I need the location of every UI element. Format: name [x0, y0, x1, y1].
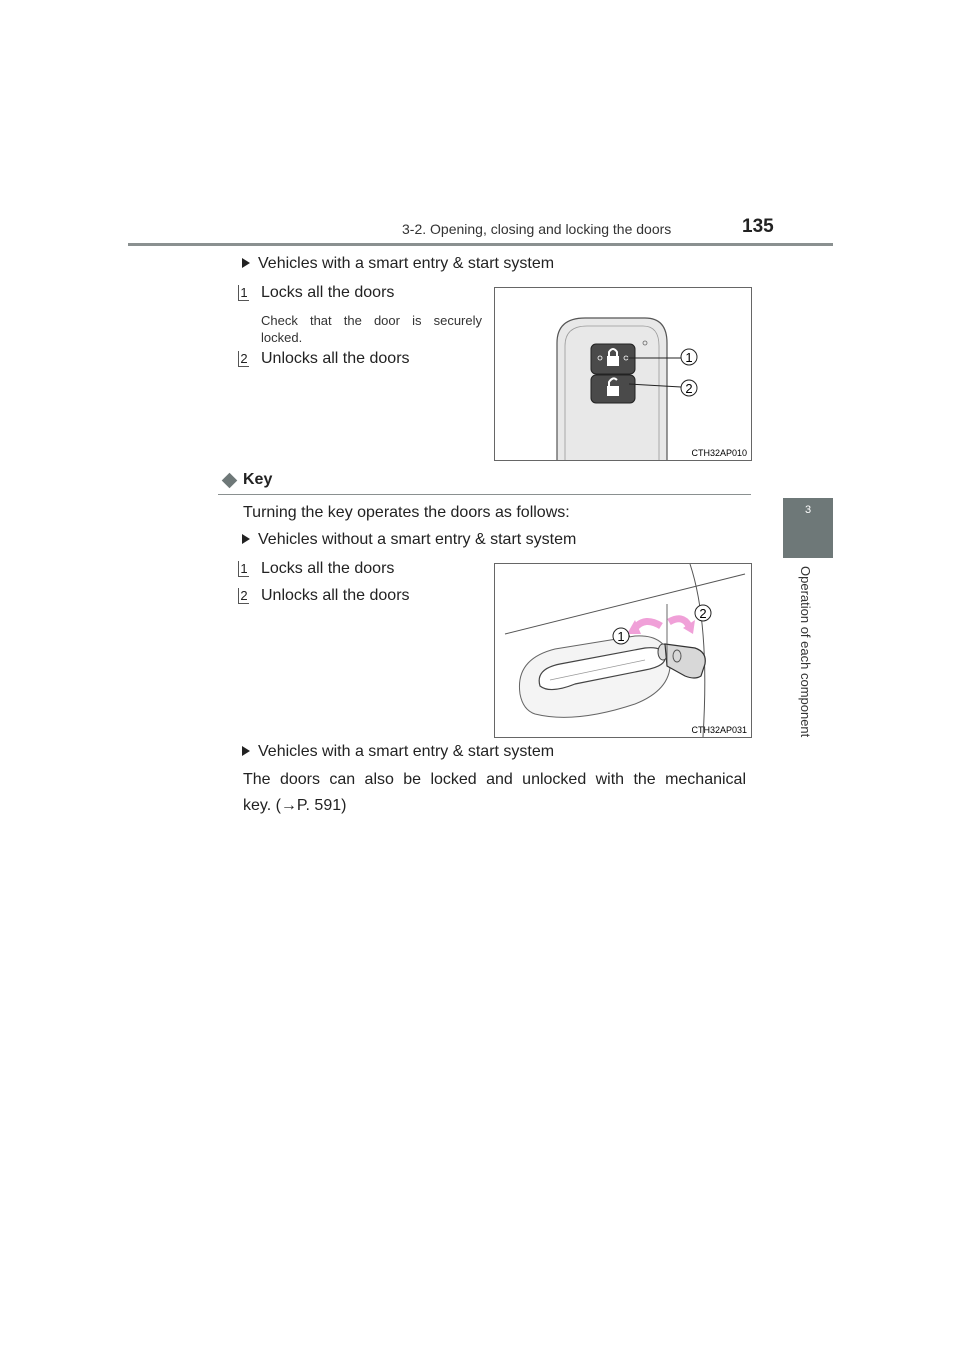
item-text: Unlocks all the doors [261, 350, 410, 367]
smart-key-illustration [495, 288, 751, 460]
door-key-figure [494, 563, 752, 738]
callout-1: 1 [685, 350, 693, 365]
key-section-rule [218, 494, 751, 495]
triangle-bullet-icon [242, 746, 250, 756]
smart-key-figure [494, 287, 752, 461]
without-smart-heading [242, 531, 576, 549]
callout-2: 2 [685, 381, 693, 396]
callout-1: 1 [617, 629, 625, 644]
unlock-arrow [669, 619, 689, 626]
door-key-illustration [495, 564, 751, 737]
key-intro: Turning the key operates the doors as follows: [243, 504, 570, 521]
callout-2: 2 [699, 606, 707, 621]
header-rule [128, 243, 833, 246]
section-diamond-icon [222, 473, 238, 489]
item-text: Unlocks all the doors [261, 587, 410, 604]
without-smart-heading-text: Vehicles without a smart entry & start system [258, 531, 577, 548]
body-line-1: The doors can also be locked and unlocked with the mechanical [243, 771, 746, 788]
triangle-bullet-icon [242, 534, 250, 544]
item-number-badge: 2 [238, 588, 249, 604]
figure-code: CTH32AP010 [691, 448, 747, 458]
chapter-label: Operation of each component [798, 566, 813, 738]
lock-arrow [635, 621, 661, 628]
body-line-2: key. (→P. 591) [243, 797, 347, 814]
smart-entry-heading-text: Vehicles with a smart entry & start system [258, 255, 555, 272]
item-note: Check that the door is securely locked. [261, 313, 482, 345]
smart-entry-heading [242, 255, 554, 273]
item-number-badge: 2 [238, 351, 249, 367]
triangle-bullet-icon [242, 258, 250, 268]
item-number-badge: 1 [238, 561, 249, 577]
with-smart-heading [242, 743, 554, 761]
item-text: Locks all the doors [261, 560, 395, 577]
item-number-badge: 1 [238, 285, 249, 301]
with-smart-heading-text: Vehicles with a smart entry & start system [258, 743, 555, 760]
item-text: Locks all the doors [261, 284, 395, 301]
key-section-heading: Key [243, 471, 273, 488]
section-title: 3-2. Opening, closing and locking the doors [402, 221, 672, 237]
chapter-number: 3 [804, 504, 812, 516]
figure-code: CTH32AP031 [691, 725, 747, 735]
page-number: 135 [742, 216, 774, 237]
